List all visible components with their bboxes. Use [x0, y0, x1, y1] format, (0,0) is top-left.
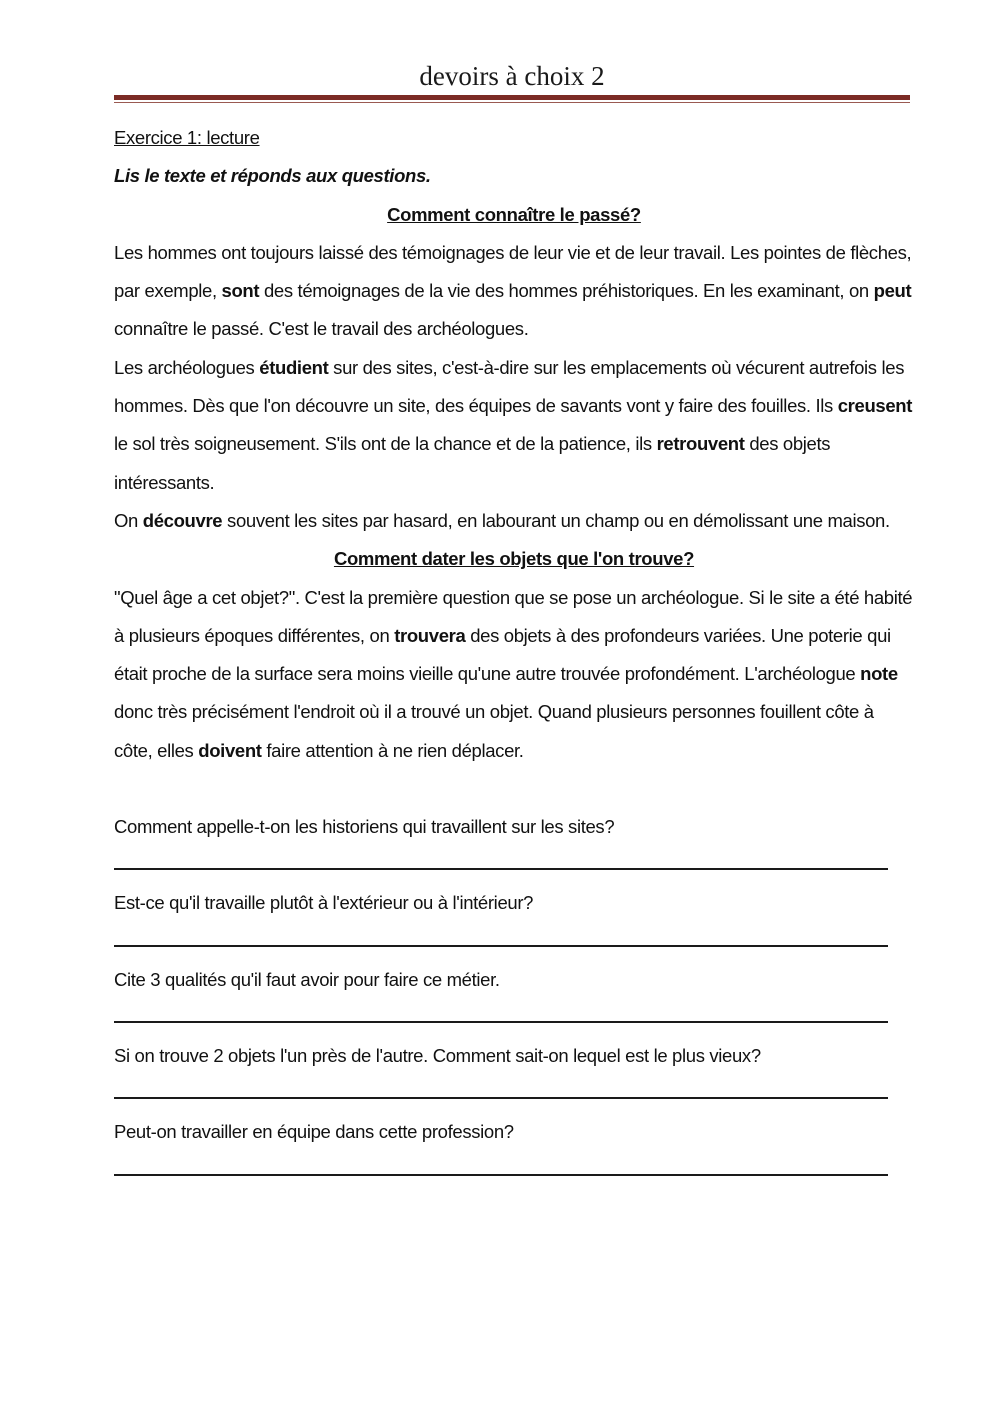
- bold-verb: peut: [873, 280, 912, 302]
- answer-line-5[interactable]: [114, 1152, 888, 1176]
- text-segment: sur des sites, c'est-à-dire sur les emplacements où vécurent autrefois les hommes. Dès que l'on découvre un site, des équipes de savants vont y faire des fouilles. Ils: [114, 356, 905, 417]
- text-segment: On: [114, 509, 143, 531]
- bold-verb: creusent: [837, 395, 913, 417]
- answer-line-4[interactable]: [114, 1075, 888, 1099]
- page-header-title: devoirs à choix 2: [419, 61, 605, 91]
- paragraph-3: [114, 502, 914, 540]
- bold-verb: trouvera: [394, 624, 466, 646]
- question-4: Si on trouve 2 objets l'un près de l'autre. Comment sait-on lequel est le plus vieux?: [114, 1044, 761, 1066]
- bold-verb: sont: [221, 280, 260, 302]
- text-segment: des objets à des profondeurs variées. Une poterie qui était proche de la surface sera moins vieille qu'une autre trouvée profondément. L'archéologue: [114, 624, 891, 685]
- bold-verb: découvre: [142, 509, 223, 531]
- header-rule-thick: [114, 95, 910, 100]
- question-2: Est-ce qu'il travaille plutôt à l'extérieur ou à l'intérieur?: [114, 892, 534, 914]
- bold-verb: étudient: [259, 356, 329, 378]
- text-segment: des objets intéressants.: [114, 433, 831, 493]
- header-rule-thin: [114, 102, 910, 103]
- text-segment: Les hommes ont toujours laissé des témoignages de leur vie et de leur travail. Les pointes de flèches, par exemple,: [114, 241, 912, 302]
- question-3: Cite 3 qualités qu'il faut avoir pour faire ce métier.: [114, 968, 500, 990]
- text-segment: donc très précisément l'endroit où il a trouvé un objet. Quand plusieurs personnes fouillent côte à côte, elles: [114, 701, 874, 761]
- paragraph-2: [114, 349, 914, 502]
- exercise-heading: Exercice 1: lecture: [114, 127, 260, 148]
- answer-line-1[interactable]: [114, 846, 888, 870]
- paragraph-1: [114, 234, 914, 349]
- text-segment: souvent les sites par hasard, en labourant un champ ou en démolissant une maison.: [222, 509, 890, 531]
- section-title-past: Comment connaître le passé?: [387, 203, 641, 225]
- paragraph-4: [114, 579, 914, 770]
- text-segment: "Quel âge a cet objet?". C'est la première question que se pose un archéologue. Si le site a été habité à plusieurs époques différentes, on: [114, 586, 913, 646]
- document-body: [114, 119, 914, 1190]
- text-segment: le sol très soigneusement. S'ils ont de la chance et de la patience, ils: [114, 433, 657, 455]
- answer-line-3[interactable]: [114, 999, 888, 1023]
- bold-verb: note: [860, 663, 898, 685]
- question-5: Peut-on travailler en équipe dans cette profession?: [114, 1121, 514, 1143]
- exercise-instruction: Lis le texte et réponds aux questions.: [114, 165, 431, 187]
- text-segment: Les archéologues: [114, 356, 260, 378]
- answer-line-2[interactable]: [114, 923, 888, 947]
- text-segment: des témoignages de la vie des hommes préhistoriques. En les examinant, on: [259, 280, 874, 302]
- text-segment: connaître le passé. C'est le travail des archéologues.: [114, 318, 529, 340]
- bold-verb: doivent: [198, 739, 262, 761]
- section-title-dating: Comment dater les objets que l'on trouve?: [333, 548, 695, 570]
- text-segment: faire attention à ne rien déplacer.: [261, 739, 524, 761]
- bold-verb: retrouvent: [656, 433, 745, 455]
- question-1: Comment appelle-t-on les historiens qui travaillent sur les sites?: [114, 816, 615, 838]
- spacer: [114, 770, 914, 808]
